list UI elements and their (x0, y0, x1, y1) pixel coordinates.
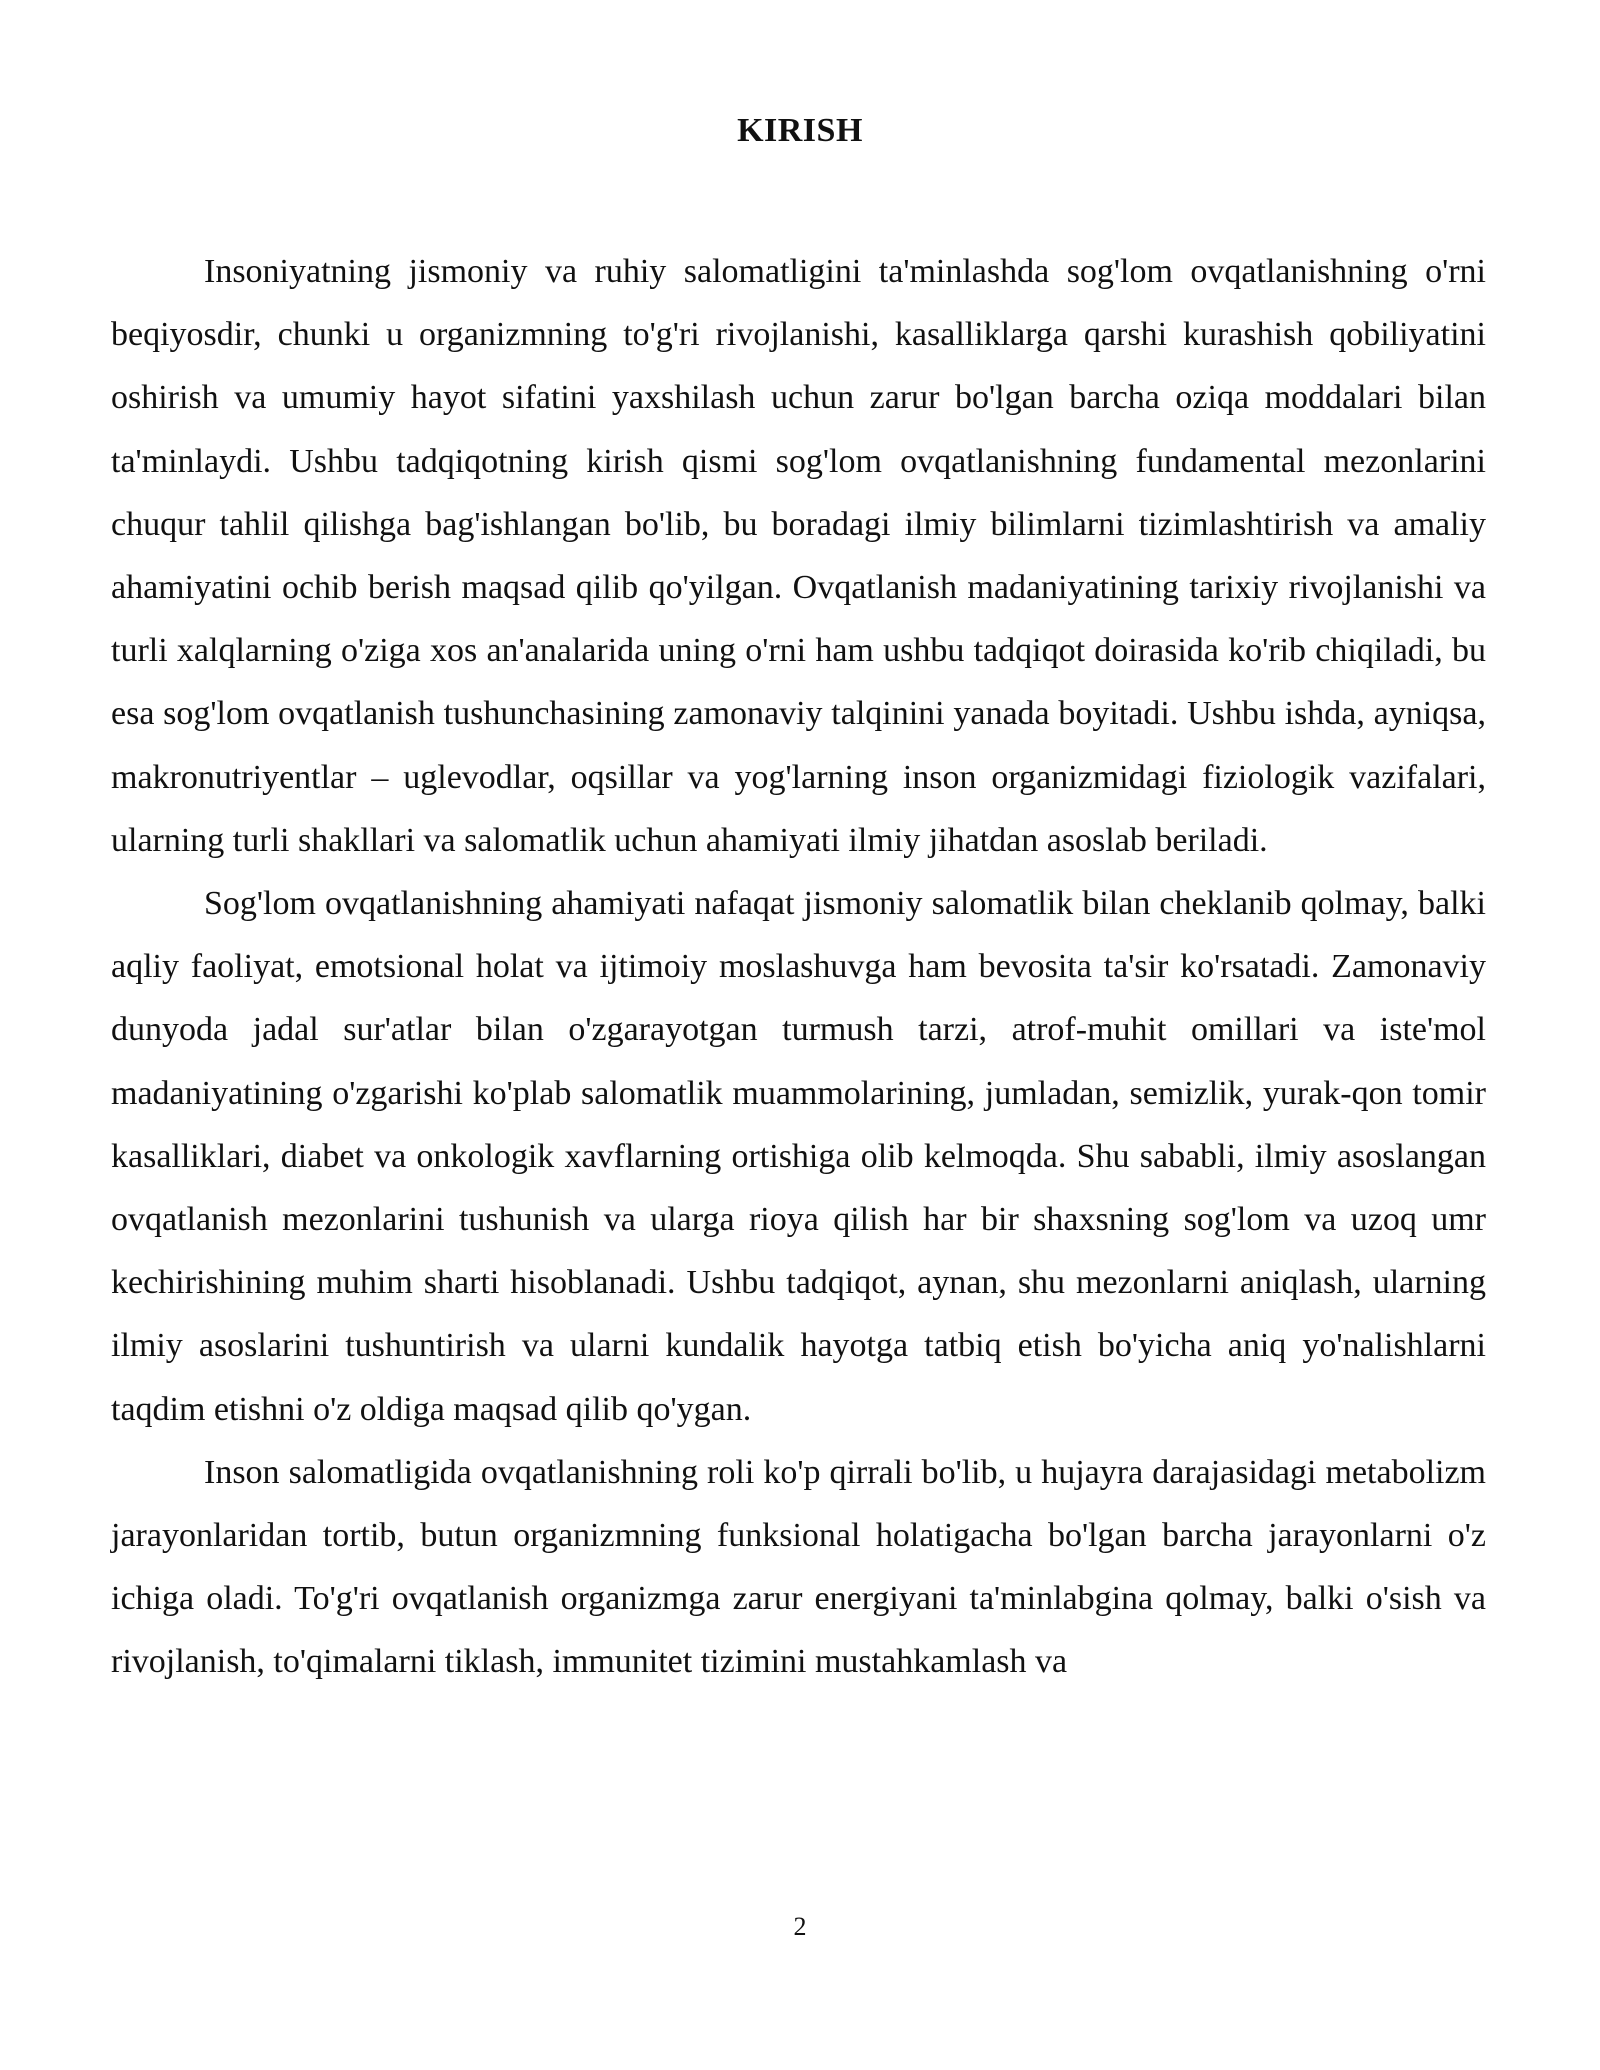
page-number: 2 (793, 1912, 807, 1941)
paragraph-1: Insoniyatning jismoniy va ruhiy salomatligini ta'minlashda sog'lom ovqatlanishning o'rni beqiyosdir, chunki u organizmning to'g'ri rivojlanishi, kasalliklarga qarshi kurashish qobiliyatini oshirish va umumiy hayot sifatini yaxshilash uchun zarur bo'lgan barcha oziqa moddalari bilan ta'minlaydi. Ushbu tadqiqotning kirish qismi sog'lom ovqatlanishning fundamental mezonlarini chuqur tahlil qilishga bag'ishlangan bo'lib, bu boradagi ilmiy bilimlarni tizimlashtirish va amaliy ahamiyatini ochib berish maqsad qilib qo'yilgan. Ovqatlanish madaniyatining tarixiy rivojlanishi va turli xalqlarning o'ziga xos an'analarida uning o'rni ham ushbu tadqiqot doirasida ko'rib chiqiladi, bu esa sog'lom ovqatlanish tushunchasining zamonaviy talqinini yanada boyitadi. Ushbu ishda, ayniqsa, makronutriyentlar – uglevodlar, oqsillar va yog'larning inson organizmidagi fiziologik vazifalari, ularning turli shakllari va salomatlik uchun ahamiyati ilmiy jihatdan asoslab beriladi. (111, 253, 1486, 859)
section-title: KIRISH (737, 112, 863, 149)
paragraph-3: Inson salomatligida ovqatlanishning roli ko'p qirrali bo'lib, u hujayra darajasidagi metabolizm jarayonlaridan tortib, butun organizmning funksional holatigacha bo'lgan barcha jarayonlarni o'z ichiga oladi. To'g'ri ovqatlanish organizmga zarur energiyani ta'minlabgina qolmay, balki o'sish va rivojlanish, to'qimalarni tiklash, immunitet tizimini mustahkamlash va (111, 1453, 1486, 1681)
paragraph-2: Sog'lom ovqatlanishning ahamiyati nafaqat jismoniy salomatlik bilan cheklanib qolmay, balki aqliy faoliyat, emotsional holat va ijtimoiy moslashuvga ham bevosita ta'sir ko'rsatadi. Zamonaviy dunyoda jadal sur'atlar bilan o'zgarayotgan turmush tarzi, atrof-muhit omillari va iste'mol madaniyatining o'zgarishi ko'plab salomatlik muammolarining, jumladan, semizlik, yurak-qon tomir kasalliklari, diabet va onkologik xavflarning ortishiga olib kelmoqda. Shu sababli, ilmiy asoslangan ovqatlanish mezonlarini tushunish va ularga rioya qilish har bir shaxsning sog'lom va uzoq umr kechirishining muhim sharti hisoblanadi. Ushbu tadqiqot, aynan, shu mezonlarni aniqlash, ularning ilmiy asoslarini tushuntirish va ularni kundalik hayotga tatbiq etish bo'yicha aniq yo'nalishlarni taqdim etishni o'z oldiga maqsad qilib qo'ygan. (111, 885, 1486, 1428)
body-text (111, 240, 1486, 1694)
